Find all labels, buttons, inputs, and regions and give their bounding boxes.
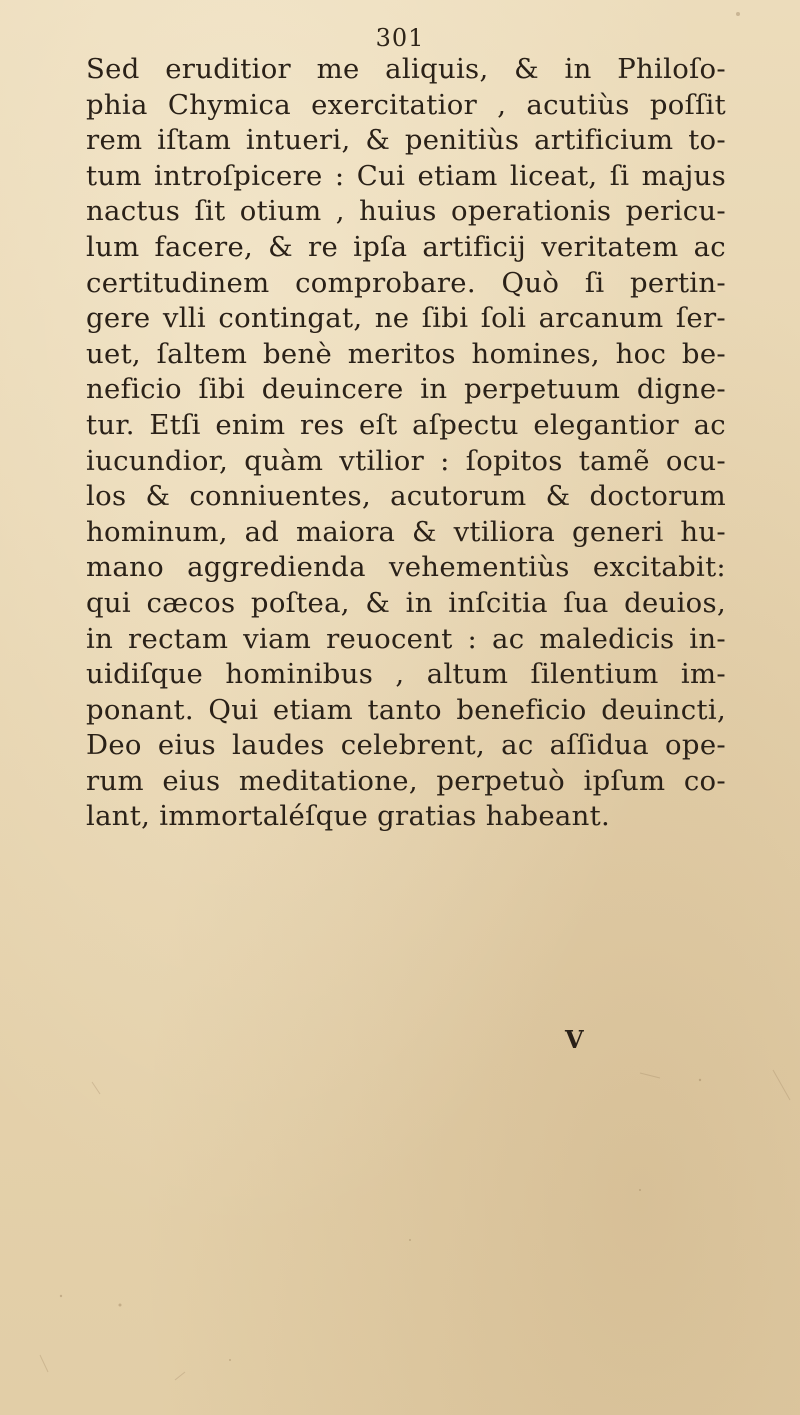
text-line: Deo eius laudes celebrent, ac aſſidua ope- (86, 729, 726, 762)
text-line: hominum, ad maiora & vtiliora generi hu- (86, 515, 726, 548)
signature-mark: V (565, 1025, 584, 1054)
text-line: rem iſtam intueri, & penitiùs artificium to- (86, 124, 726, 157)
text-line: los & conniuentes, acutorum & doctorum (86, 480, 726, 513)
text-line: nactus ſit otium , huius operationis pericu- (86, 195, 726, 228)
text-line: qui cæcos poſtea, & in inſcitia ſua deuios, (86, 586, 726, 619)
text-line: lant, immortaléſque gratias habeant. (86, 800, 611, 833)
text-line: lum facere, & re ipſa artificij veritatem ac (86, 230, 726, 263)
text-line: ponant. Qui etiam tanto beneficio deuincti, (86, 693, 726, 726)
text-line: tum introſpicere : Cui etiam liceat, ſi majus (86, 159, 726, 192)
text-line: uet, ſaltem benè meritos homines, hoc be- (86, 337, 726, 370)
body-text (86, 52, 726, 835)
text-line: Sed eruditior me aliquis, & in Philoſo- (86, 53, 726, 85)
page-number: 301 (375, 24, 425, 52)
text-line: uidiſque hominibus , altum ſilentium im- (86, 658, 726, 691)
text-line: rum eius meditatione, perpetuò ipſum co- (86, 764, 726, 797)
text-line: in rectam viam reuocent : ac maledicis in- (86, 622, 726, 655)
text-line: iucundior, quàm vtilior : ſopitos tamẽ ocu- (86, 444, 726, 477)
text-line: tur. Etſi enim res eſt aſpectu elegantior ac (86, 408, 726, 441)
text-line: certitudinem comprobare. Quò ſi pertin- (86, 266, 726, 299)
text-line: gere vlli contingat, ne ſibi ſoli arcanum ſer- (86, 302, 726, 335)
text-line: mano aggredienda vehementiùs excitabit: (86, 551, 726, 584)
text-line: neficio ſibi deuincere in perpetuum digne- (86, 373, 726, 406)
text-line: phia Chymica exercitatior , acutiùs poſſit (86, 88, 726, 121)
